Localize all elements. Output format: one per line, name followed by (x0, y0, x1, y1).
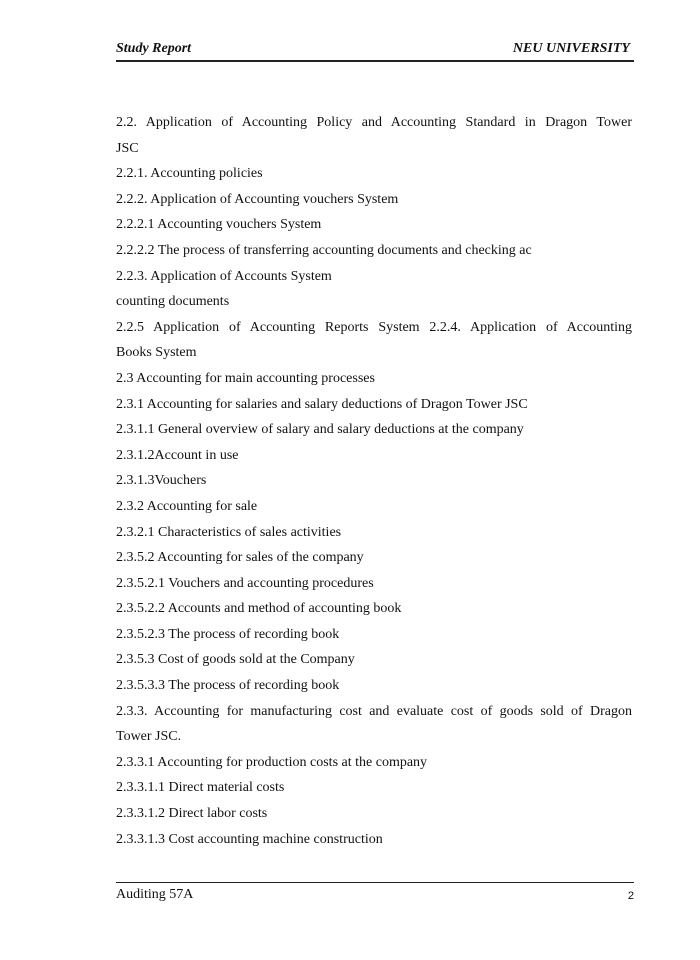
toc-entry: 2.3.3.1.1 Direct material costs (116, 780, 285, 796)
footer-class-name: Auditing 57A (116, 887, 194, 902)
toc-entry: 2.3.3. Accounting for manufacturing cost and evaluate cost of goods sold of Dragon (116, 703, 632, 719)
toc-entry: 2.3.1.2Account in use (116, 447, 239, 463)
toc-entry: Books System (116, 345, 197, 361)
toc-entry: 2.2.2.1 Accounting vouchers System (116, 217, 322, 233)
toc-entry: 2.3.1 Accounting for salaries and salary deductions of Dragon Tower JSC (116, 396, 528, 412)
toc-entry: 2.3 Accounting for main accounting processes (116, 370, 375, 386)
toc-entry: 2.3.5.2.3 The process of recording book (116, 626, 340, 642)
toc-entry: 2.3.3.1 Accounting for production costs at the company (116, 754, 428, 770)
toc-entry: 2.3.2.1 Characteristics of sales activities (116, 524, 342, 540)
toc-entry: 2.3.2 Accounting for sale (116, 498, 258, 514)
toc-entry: 2.3.1.3Vouchers (116, 473, 207, 489)
toc-entry: 2.3.5.3 Cost of goods sold at the Company (116, 652, 355, 668)
toc-entry: 2.2.2. Application of Accounting vouchers System (116, 191, 399, 207)
toc-entry: 2.2. Application of Accounting Policy and Accounting Standard in Dragon Tower (116, 115, 632, 130)
toc-entry: 2.3.5.2.2 Accounts and method of accounting book (116, 601, 402, 617)
page-header (116, 40, 634, 62)
toc-entry: 2.3.3.1.2 Direct labor costs (116, 806, 268, 822)
page-footer (116, 882, 634, 907)
toc-entry: 2.3.5.2 Accounting for sales of the company (116, 550, 364, 566)
toc-entry: counting documents (116, 294, 230, 310)
toc-entry: 2.3.1.1 General overview of salary and salary deductions at the company (116, 422, 524, 438)
toc-entry: 2.2.1. Accounting policies (116, 166, 263, 182)
header-report-title: Study Report (116, 41, 192, 56)
toc-entry: 2.3.5.2.1 Vouchers and accounting procedures (116, 575, 374, 591)
header-university-name: NEU UNIVERSITY (512, 41, 630, 56)
toc-entry: 2.2.5 Application of Accounting Reports System 2.2.4. Application of Accounting (116, 319, 632, 335)
toc-entry: 2.2.3. Application of Accounts System (116, 268, 332, 284)
toc-entry: 2.3.3.1.3 Cost accounting machine construction (116, 831, 383, 847)
page-number: 2 (627, 890, 634, 902)
toc-entry: JSC (116, 140, 139, 156)
toc-entry: 2.3.5.3.3 The process of recording book (116, 678, 340, 694)
table-of-contents (116, 110, 632, 852)
toc-entry: 2.2.2.2 The process of transferring accounting documents and checking ac (116, 242, 532, 258)
toc-entry: Tower JSC. (116, 729, 182, 745)
